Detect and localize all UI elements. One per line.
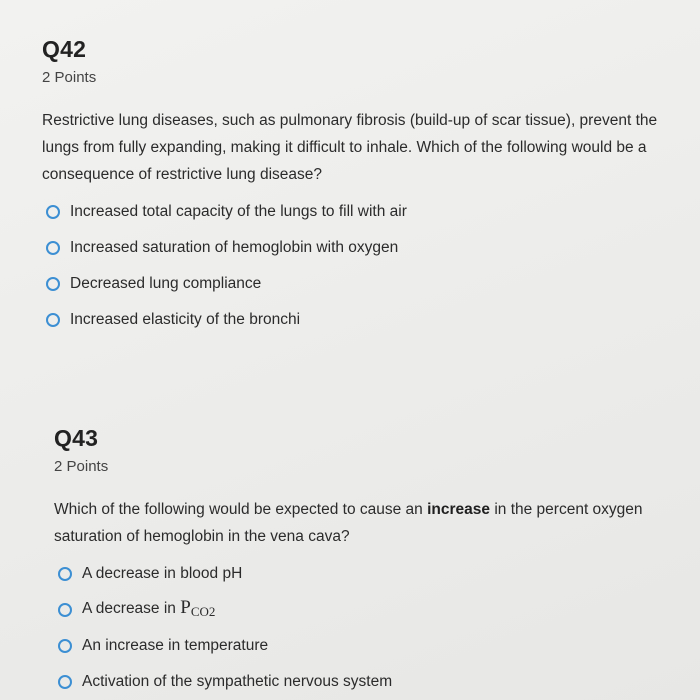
answer-option[interactable] [42, 302, 662, 338]
answer-option-label: Activation of the sympathetic nervous system [82, 673, 393, 690]
answer-option[interactable] [42, 194, 662, 230]
question-text-start: Which of the following would be expected to cause an [54, 501, 428, 518]
radio-button-icon[interactable] [58, 675, 72, 689]
answer-option-label: Increased total capacity of the lungs to fill with air [70, 203, 407, 220]
question-text-emphasis: increase [427, 501, 491, 518]
question-title: Q42 [42, 36, 87, 62]
question-text [54, 496, 674, 550]
answer-option[interactable] [54, 592, 674, 628]
answer-option[interactable] [54, 628, 674, 664]
answer-options [42, 194, 662, 338]
answer-option[interactable] [54, 556, 674, 592]
question-text-end: in the percent oxygen saturation of hemoglobin in the vena cava? [54, 501, 643, 545]
radio-button-icon[interactable] [58, 603, 72, 617]
pco2-subscript: CO2 [190, 604, 216, 619]
answer-option[interactable] [42, 230, 662, 266]
answer-option[interactable] [42, 266, 662, 302]
question-points: 2 Points [42, 69, 97, 86]
radio-button-icon[interactable] [46, 277, 60, 291]
answer-option-label: An increase in temperature [82, 637, 269, 654]
answer-option-label: Increased elasticity of the bronchi [70, 311, 301, 328]
answer-option-label: Decreased lung compliance [70, 275, 262, 292]
answer-option-label [82, 598, 215, 622]
question-q43 [54, 425, 674, 700]
question-points: 2 Points [54, 458, 109, 475]
radio-button-icon[interactable] [58, 567, 72, 581]
radio-button-icon[interactable] [58, 639, 72, 653]
answer-option-label: Increased saturation of hemoglobin with oxygen [70, 239, 399, 256]
radio-button-icon[interactable] [46, 205, 60, 219]
pco2-letter: P [180, 597, 191, 618]
answer-option-label: A decrease in blood pH [82, 565, 243, 582]
question-text: Restrictive lung diseases, such as pulmonary fibrosis (build-up of scar tissue), prevent the lungs from fully expanding, making it difficult to inhale. Which of the following would be a consequence of restrictive lung disease? [42, 112, 658, 183]
answer-option-text: A decrease in [82, 600, 181, 617]
question-title: Q43 [54, 425, 99, 451]
answer-option[interactable] [54, 664, 674, 700]
radio-button-icon[interactable] [46, 241, 60, 255]
pco2-symbol [180, 597, 215, 618]
question-q42 [42, 36, 662, 338]
radio-button-icon[interactable] [46, 313, 60, 327]
answer-options [54, 556, 674, 700]
